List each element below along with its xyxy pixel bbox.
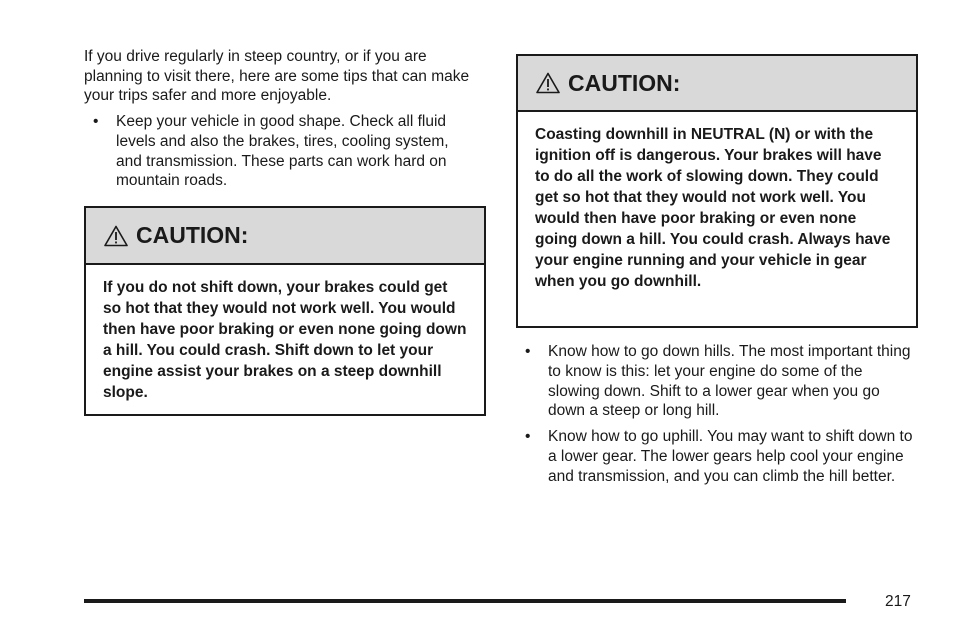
page-number: 217 <box>885 593 911 610</box>
warning-triangle-icon <box>536 72 560 94</box>
caution-box-shift-down <box>84 206 486 416</box>
caution-title: CAUTION: <box>136 222 249 248</box>
caution-text: Coasting downhill in NEUTRAL (N) or with the ignition off is dangerous. Your brakes will have to do all the work of slowing down. They could get so hot that they would not work well. You would then have poor braking or even none going down a hill. You could crash. Always have your engine running and your vehicle in gear when you go downhill. <box>535 126 891 290</box>
footer-rule <box>84 599 846 603</box>
list-item: • Know how to go uphill. You may want to shift down to a lower gear. The lower gears help cool your engine and transmission, and you can climb the hill better. <box>525 428 913 485</box>
list-item: • Keep your vehicle in good shape. Check all fluid levels and also the brakes, tires, cooling system, and transmission. These parts can work hard on mountain roads. <box>93 113 449 190</box>
caution-box-coasting <box>516 54 918 328</box>
warning-triangle-icon <box>104 225 128 247</box>
list-item: • Know how to go down hills. The most important thing to know is this: let your engine do some of the slowing down. Shift to a lower gear when you go down a steep or long hill. <box>525 343 911 420</box>
caution-text: If you do not shift down, your brakes could get so hot that they would not work well. You would then have poor braking or even none going down a hill. You could crash. Shift down to let your engine assist your brakes on a steep downhill slope. <box>103 279 467 401</box>
intro-paragraph: If you drive regularly in steep country, or if you are planning to visit there, here are some tips that can make your trips safer and more enjoyable. <box>84 48 470 104</box>
bullet-dot: • <box>525 343 531 360</box>
bullet-dot: • <box>93 113 99 130</box>
right-bullet-list <box>516 342 918 487</box>
caution-title: CAUTION: <box>568 69 681 96</box>
left-bullet-list <box>84 112 454 191</box>
caution-header <box>518 56 916 112</box>
caution-header <box>86 208 484 265</box>
bullet-dot: • <box>525 428 531 446</box>
